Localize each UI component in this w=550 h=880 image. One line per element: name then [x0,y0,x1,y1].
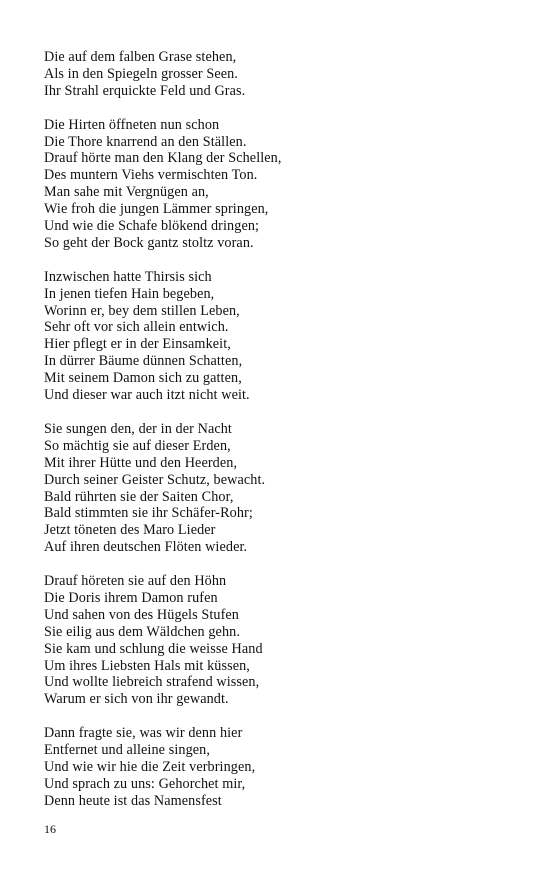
poem-line: Bald rührten sie der Saiten Chor, [44,488,234,505]
poem-line: Sehr oft vor sich allein entwich. [44,319,229,336]
poem-line: So mächtig sie auf dieser Erden, [44,437,231,454]
stanza-6 [44,725,524,810]
poem-line: So geht der Bock gantz stoltz voran. [44,234,254,251]
poem-line: Und sprach zu uns: Gehorchet mir, [44,775,246,792]
poem-line: Und wie wir hie die Zeit verbringen, [44,758,256,775]
poem-line: Sie kam und schlung die weisse Hand [44,640,263,657]
poem-line: Inzwischen hatte Thirsis sich [44,268,212,285]
poem-line: Um ihres Liebsten Hals mit küssen, [44,657,250,674]
poem-line: Als in den Spiegeln grosser Seen. [44,65,239,82]
poem-line: Ihr Strahl erquickte Feld und Gras. [44,82,246,99]
poem-line: Durch seiner Geister Schutz, bewacht. [44,471,266,488]
poem-line: Mit ihrer Hütte und den Heerden, [44,454,238,471]
poem-line: Und wollte liebreich strafend wissen, [44,674,260,691]
poem-line: Worinn er, bey dem stillen Leben, [44,302,240,319]
poem-line: Sie sungen den, der in der Nacht [44,420,232,437]
poem-line: Des muntern Viehs vermischten Ton. [44,167,258,184]
stanza-5 [44,573,524,708]
poem-line: Drauf höreten sie auf den Höhn [44,573,227,590]
stanza-4 [44,421,524,556]
poem-line: Die auf dem falben Grase stehen, [44,49,237,65]
stanza-3 [44,269,524,404]
poem-line: Dann fragte sie, was wir denn hier [44,725,243,742]
page-number: 16 [44,822,56,836]
poem-line: Wie froh die jungen Lämmer springen, [44,201,269,218]
poem-line: In dürrer Bäume dünnen Schatten, [44,353,243,370]
poem-text [44,49,524,827]
poem-line: Entfernet und alleine singen, [44,742,211,759]
poem-line: Man sahe mit Vergnügen an, [44,184,209,201]
poem-line: Die Thore knarrend an den Ställen. [44,133,247,150]
poem-line: Sie eilig aus dem Wäldchen gehn. [44,623,240,640]
poem-line: Und sahen von des Hügels Stufen [44,606,239,623]
poem-line: Und dieser war auch itzt nicht weit. [44,387,250,404]
poem-line: Denn heute ist das Namensfest [44,792,222,809]
stanza-2 [44,117,524,252]
poem-line: Die Doris ihrem Damon rufen [44,589,218,606]
poem-line: Warum er sich von ihr gewandt. [44,691,229,708]
poem-line: In jenen tiefen Hain begeben, [44,285,215,302]
poem-line: Hier pflegt er in der Einsamkeit, [44,336,231,353]
poem-line: Jetzt töneten des Maro Lieder [44,522,216,539]
poem-line: Mit seinem Damon sich zu gatten, [44,370,242,387]
poem-line: Bald stimmten sie ihr Schäfer-Rohr; [44,505,253,522]
poem-line: Drauf hörte man den Klang der Schellen, [44,150,282,167]
poem-line: Auf ihren deutschen Flöten wieder. [44,539,248,556]
poem-line: Und wie die Schafe blökend dringen; [44,218,260,235]
poem-line: Die Hirten öffneten nun schon [44,116,220,133]
stanza-1 [44,49,524,100]
